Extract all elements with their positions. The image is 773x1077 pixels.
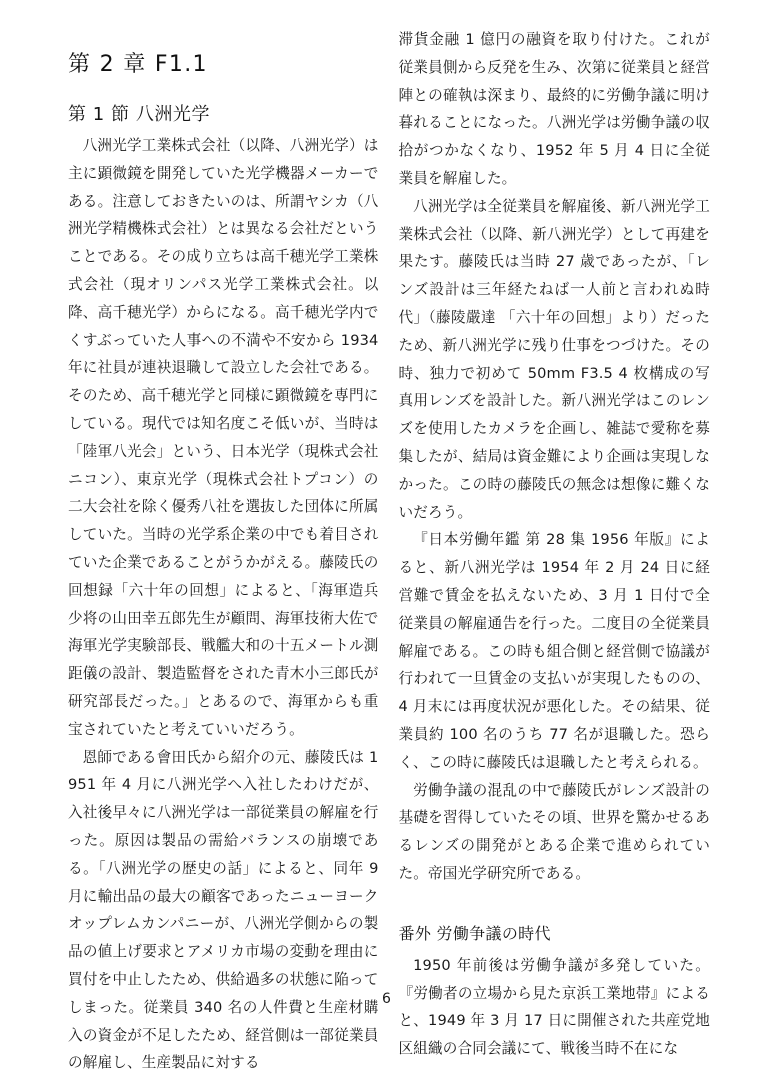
chapter-title: 第 2 章 F1.1 [68, 26, 379, 80]
paragraph: 労働争議の混乱の中で藤陵氏がレンズ設計の基礎を習得していたその頃、世界を驚かせるあるレンズの開発がとある企業で進められていた。帝国光学研究所である。 [399, 777, 711, 888]
page-number: 6 [0, 990, 773, 1008]
two-column-body [0, 26, 773, 976]
paragraph: 八洲光学工業株式会社（以降、八洲光学）は主に顕微鏡を開発していた光学機器メーカーである。注意しておきたいのは、所謂ヤシカ（八洲光学精機株式会社）とは異なる会社だということである。その成り立ちは高千穂光学工業株式会社（現オリンパス光学工業株式会社。以降、高千穂光学）からになる。高千穂光学内でくすぶっていた人事への不満や不安から 1934 年に社員が連袂退職して設立した会社である。そのため、高千穂光学と同様に顕微鏡を専門にしている。現代では知名度こそ低いが、当時は「陸軍八光会」という、日本光学（現株式会社ニコン）、東京光学（現株式会社トプコン）の二大会社を除く優秀八社を選抜した団体に所属していた。当時の光学系企業の中でも着目されていた企業であることがうかがえる。藤陵氏の回想録「六十年の回想」によると、「海軍造兵少将の山田幸五郎先生が顧問、海軍技術大佐で海軍光学実験部長、戦艦大和の十五メートル測距儀の設計、製造監督をされた青木小三郎氏が研究部長だった。」とあるので、海軍からも重宝されていたと考えていいだろう。 [68, 132, 379, 744]
paragraph: 1950 年前後は労働争議が多発していた。『労働者の立場から見た京浜工業地帯』によると、1949 年 3 月 17 日に開催された共産党地区組織の合同会議にて、戦後当時不在にな [399, 952, 711, 1063]
section-title: 第 1 節 八洲光学 [68, 80, 379, 132]
right-column [387, 26, 773, 1063]
paragraph: 『日本労働年鑑 第 28 集 1956 年版』によると、新八洲光学は 1954 年 2 月 24 日に経営難で賃金を払えないため、3 月 1 日付で全従業員の解雇通告を行った。二度目の全従業員解雇である。この時も組合側と経営側で協議が行われて一旦賃金の支払いが実現したものの、4 月末には再度状況が悪化した。その結果、従業員約 100 名のうち 77 名が退職した。恐らく、この時に藤陵氏は退職したと考えられる。 [399, 526, 711, 776]
paragraph: 恩師である會田氏から紹介の元、藤陵氏は 1951 年 4 月に八洲光学へ入社したわけだが、入社後早々に八洲光学は一部従業員の解雇を行った。原因は製品の需給バランスの崩壊である。「八洲光学の歴史の話」によると、同年 9 月に輸出品の最大の顧客であったニューヨークオップレムカンパニーが、八洲光学側からの製品の値上げ要求とアメリカ市場の変動を理由に買付を中止したため、供給過多の状態に陥ってしまった。従業員 340 名の人件費と生産材購入の資金が不足したため、経営側は一部従業員の解雇し、生産製品に対する [68, 744, 379, 1077]
left-column [0, 26, 387, 1077]
paragraph: 滞貨金融 1 億円の融資を取り付けた。これが従業員側から反発を生み、次第に従業員と経営陣との確執は深まり、最終的に労働争議に明け暮れることになった。八洲光学は労働争議の収拾がつかなくなり、1952 年 5 月 4 日に全従業員を解雇した。 [399, 26, 711, 193]
subsection-title: 番外 労働争議の時代 [399, 888, 711, 952]
paragraph: 八洲光学は全従業員を解雇後、新八洲光学工業株式会社（以降、新八洲光学）として再建を果たす。藤陵氏は当時 27 歳であったが、「レンズ設計は三年経たねば一人前と言われぬ時代」（藤陵嚴達 「六十年の回想」より）だったため、新八洲光学に残り仕事をつづけた。その時、独力で初めて 50mm F3.5 4 枚構成の写真用レンズを設計した。新八洲光学はこのレンズを使用したカメラを企画し、雑誌で愛称を募集したが、結局は資金難により企画は実現しなかった。この時の藤陵氏の無念は想像に難くないだろう。 [399, 193, 711, 527]
